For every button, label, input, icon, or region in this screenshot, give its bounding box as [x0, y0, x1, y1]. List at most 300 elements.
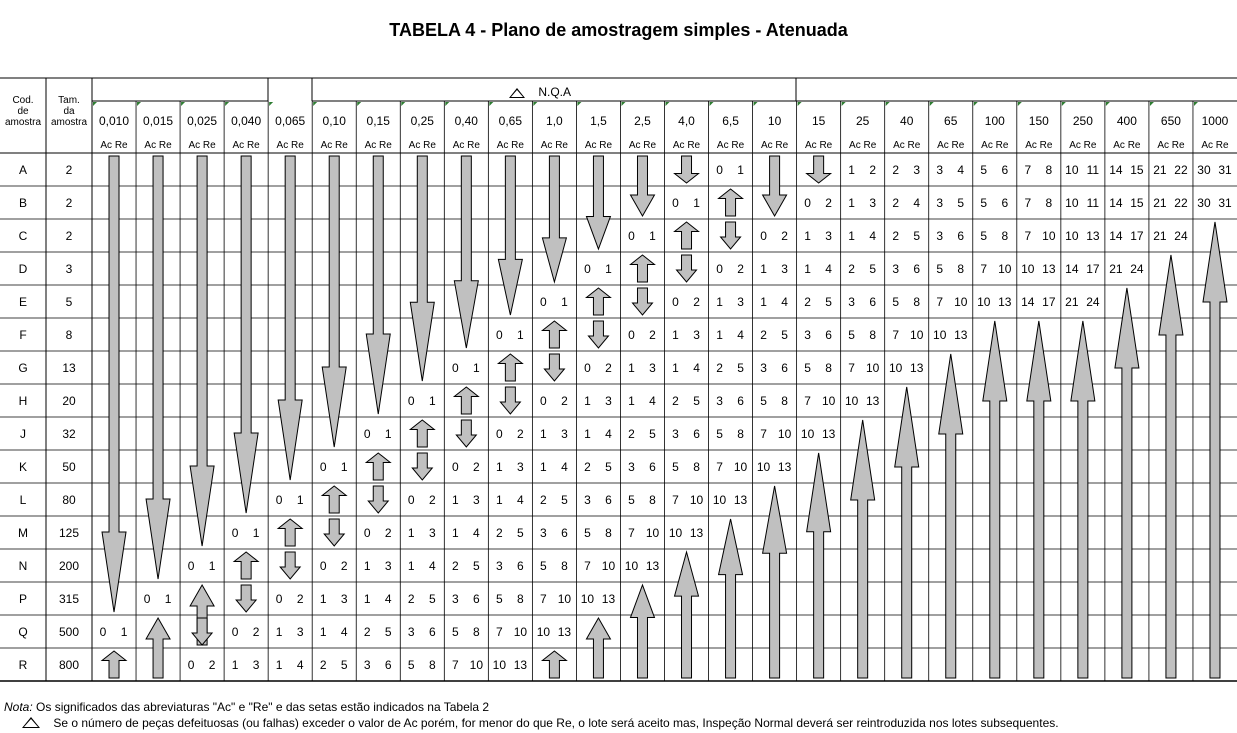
sample-code: D	[18, 262, 28, 276]
re-value: 8	[1045, 196, 1053, 210]
re-value: 4	[825, 262, 832, 276]
ac-value: 7	[1024, 196, 1032, 210]
ac-re-subheader: Ac Re	[805, 140, 833, 151]
nqa-level-label: 0,025	[187, 114, 218, 128]
ac-value: 0	[99, 625, 107, 639]
ac-value: 7	[892, 328, 900, 342]
ac-re-subheader: Ac Re	[981, 140, 1009, 151]
nqa-level-label: 0,010	[99, 114, 130, 128]
sample-size: 50	[62, 460, 76, 474]
ac-value: 10	[492, 658, 507, 672]
sample-code: J	[20, 427, 26, 441]
ac-re-subheader: Ac Re	[1157, 140, 1185, 151]
re-value: 2	[473, 460, 480, 474]
nqa-header: N.Q.A	[480, 85, 600, 99]
nqa-level-label: 1,0	[546, 114, 563, 128]
sample-size: 2	[65, 229, 73, 243]
ac-value: 10	[712, 493, 727, 507]
ac-value: 0	[584, 361, 591, 375]
re-value: 4	[605, 427, 612, 441]
ac-value: 3	[540, 526, 547, 540]
re-value: 1	[208, 559, 216, 573]
ac-value: 0	[187, 559, 195, 573]
re-value: 8	[517, 592, 524, 606]
ac-value: 1	[672, 361, 679, 375]
ac-value: 1	[231, 658, 239, 672]
re-value: 6	[384, 658, 392, 672]
note-label: Nota:	[4, 700, 33, 714]
triangle-icon	[509, 88, 525, 98]
re-value: 8	[825, 361, 832, 375]
re-value: 2	[693, 295, 700, 309]
ac-value: 3	[936, 196, 944, 210]
ac-value: 1	[363, 592, 371, 606]
re-value: 2	[649, 328, 656, 342]
sample-size: 80	[62, 493, 76, 507]
nqa-level-label: 650	[1160, 114, 1181, 128]
sample-code: C	[18, 229, 28, 243]
ac-value: 0	[716, 262, 723, 276]
ac-re-subheader: Ac Re	[540, 140, 568, 151]
ac-value: 5	[451, 625, 459, 639]
re-value: 5	[340, 658, 348, 672]
ac-value: 1	[407, 559, 415, 573]
re-value: 3	[340, 592, 348, 606]
ac-value: 10	[624, 559, 639, 573]
re-value: 13	[1042, 262, 1056, 276]
re-value: 8	[605, 526, 612, 540]
re-value: 3	[913, 163, 921, 177]
re-value: 5	[737, 361, 744, 375]
ac-value: 7	[628, 526, 635, 540]
re-value: 1	[693, 196, 700, 210]
re-value: 13	[821, 427, 836, 441]
code-header: Cod. de amostra	[4, 95, 42, 128]
re-value: 5	[605, 460, 612, 474]
sample-size: 20	[62, 394, 76, 408]
sample-code: F	[19, 328, 27, 342]
sample-size: 125	[58, 526, 80, 540]
re-value: 8	[869, 328, 877, 342]
ac-value: 1	[848, 196, 855, 210]
re-value: 1	[737, 163, 744, 177]
re-value: 24	[1086, 295, 1100, 309]
re-value: 13	[777, 460, 792, 474]
ac-value: 14	[1065, 262, 1079, 276]
nqa-level-label: 1000	[1201, 114, 1229, 128]
ac-value: 2	[319, 658, 327, 672]
re-value: 6	[869, 295, 877, 309]
re-value: 1	[517, 328, 524, 342]
nqa-level-label: 0,25	[410, 114, 434, 128]
re-value: 8	[1045, 163, 1053, 177]
re-value: 2	[428, 493, 436, 507]
re-value: 2	[252, 625, 260, 639]
ac-value: 1	[540, 427, 547, 441]
ac-re-subheader: Ac Re	[760, 140, 789, 151]
ac-value: 2	[804, 295, 811, 309]
ac-value: 5	[936, 262, 944, 276]
ac-value: 1	[628, 361, 635, 375]
ac-value: 2	[760, 328, 767, 342]
ac-value: 7	[451, 658, 459, 672]
ac-value: 1	[451, 526, 459, 540]
ac-value: 5	[716, 427, 723, 441]
note-text-1: Os significados das abreviaturas "Ac" e "Re" e das setas estão indicados na Tabela 2	[36, 700, 490, 714]
re-value: 10	[601, 559, 616, 573]
ac-value: 7	[716, 460, 723, 474]
re-value: 6	[693, 427, 700, 441]
re-value: 6	[913, 262, 921, 276]
ac-value: 5	[496, 592, 503, 606]
re-value: 6	[1001, 196, 1009, 210]
re-value: 13	[689, 526, 704, 540]
ac-value: 3	[451, 592, 459, 606]
nqa-level-label: 100	[984, 114, 1005, 128]
re-value: 2	[208, 658, 216, 672]
ac-value: 1	[804, 229, 811, 243]
sample-size: 2	[65, 163, 73, 177]
re-value: 13	[733, 493, 748, 507]
ac-value: 10	[1065, 229, 1079, 243]
ac-value: 21	[1153, 163, 1167, 177]
ac-value: 1	[584, 394, 591, 408]
re-value: 6	[561, 526, 568, 540]
re-value: 22	[1174, 196, 1188, 210]
sample-code: K	[18, 460, 27, 474]
ac-value: 5	[540, 559, 547, 573]
re-value: 6	[825, 328, 832, 342]
re-value: 15	[1130, 196, 1144, 210]
re-value: 2	[605, 361, 612, 375]
ac-value: 0	[628, 229, 635, 243]
nqa-level-label: 0,40	[454, 114, 478, 128]
ac-value: 0	[319, 460, 327, 474]
re-value: 3	[384, 559, 392, 573]
re-value: 2	[296, 592, 304, 606]
re-value: 8	[561, 559, 568, 573]
ac-value: 10	[580, 592, 595, 606]
re-value: 10	[469, 658, 484, 672]
nqa-level-label: 15	[811, 114, 826, 128]
ac-value: 10	[933, 328, 947, 342]
re-value: 1	[252, 526, 260, 540]
re-value: 8	[913, 295, 921, 309]
ac-re-subheader: Ac Re	[849, 140, 877, 151]
ac-value: 5	[980, 196, 988, 210]
re-value: 5	[473, 559, 480, 573]
re-value: 17	[1042, 295, 1056, 309]
re-value: 8	[1001, 229, 1009, 243]
re-value: 10	[821, 394, 836, 408]
ac-value: 0	[407, 493, 415, 507]
re-value: 10	[557, 592, 572, 606]
ac-value: 10	[1065, 196, 1079, 210]
ac-value: 2	[892, 163, 900, 177]
ac-value: 0	[716, 163, 723, 177]
re-value: 1	[649, 229, 656, 243]
re-value: 8	[957, 262, 965, 276]
ac-value: 21	[1153, 196, 1167, 210]
re-value: 5	[428, 592, 436, 606]
re-value: 6	[1001, 163, 1009, 177]
ac-value: 5	[892, 295, 900, 309]
ac-value: 5	[628, 493, 635, 507]
ac-value: 7	[1024, 163, 1032, 177]
ac-value: 10	[1021, 262, 1035, 276]
re-value: 4	[737, 328, 744, 342]
ac-value: 0	[584, 262, 591, 276]
ac-re-subheader: Ac Re	[452, 140, 480, 151]
ac-value: 1	[716, 328, 723, 342]
nqa-level-label: 0,65	[498, 114, 523, 128]
ac-value: 10	[668, 526, 683, 540]
ac-value: 0	[319, 559, 327, 573]
sample-size: 200	[58, 559, 80, 573]
re-value: 5	[561, 493, 568, 507]
sample-size: 315	[58, 592, 80, 606]
re-value: 24	[1130, 262, 1144, 276]
ac-value: 14	[1109, 196, 1123, 210]
sample-size: 3	[65, 262, 73, 276]
ac-value: 7	[584, 559, 591, 573]
sample-size: 5	[65, 295, 73, 309]
ac-value: 0	[760, 229, 767, 243]
ac-value: 5	[804, 361, 811, 375]
ac-re-subheader: Ac Re	[1025, 140, 1053, 151]
triangle-icon	[22, 717, 40, 728]
re-value: 10	[1042, 229, 1056, 243]
sample-code: A	[18, 163, 27, 177]
re-value: 15	[1130, 163, 1144, 177]
re-value: 3	[605, 394, 612, 408]
ac-re-subheader: Ac Re	[628, 140, 657, 151]
re-value: 4	[781, 295, 788, 309]
re-value: 4	[340, 625, 348, 639]
sample-code: Q	[18, 625, 28, 639]
ac-value: 1	[848, 163, 855, 177]
ac-re-subheader: Ac Re	[276, 140, 304, 151]
ac-value: 7	[540, 592, 547, 606]
ac-value: 1	[451, 493, 459, 507]
re-value: 1	[296, 493, 304, 507]
ac-re-subheader: Ac Re	[937, 140, 965, 151]
re-value: 8	[693, 460, 700, 474]
ac-value: 1	[628, 394, 635, 408]
re-value: 1	[473, 361, 480, 375]
re-value: 11	[1086, 196, 1100, 210]
ac-value: 0	[275, 493, 283, 507]
sample-code: H	[18, 394, 28, 408]
ac-value: 0	[187, 658, 195, 672]
ac-re-subheader: Ac Re	[496, 140, 524, 151]
re-value: 4	[693, 361, 700, 375]
re-value: 4	[913, 196, 921, 210]
ac-value: 10	[756, 460, 771, 474]
ac-value: 5	[407, 658, 415, 672]
ac-value: 0	[496, 328, 503, 342]
re-value: 8	[473, 625, 480, 639]
ac-value: 1	[275, 658, 283, 672]
ac-value: 7	[848, 361, 855, 375]
ac-value: 3	[496, 559, 503, 573]
re-value: 3	[473, 493, 480, 507]
sample-size: 32	[62, 427, 76, 441]
re-value: 4	[561, 460, 568, 474]
ac-re-subheader: Ac Re	[1069, 140, 1097, 151]
re-value: 6	[781, 361, 788, 375]
ac-re-subheader: Ac Re	[100, 140, 128, 151]
re-value: 4	[296, 658, 304, 672]
ac-value: 1	[496, 493, 503, 507]
re-value: 3	[737, 295, 744, 309]
re-value: 13	[645, 559, 660, 573]
re-value: 8	[781, 394, 788, 408]
re-value: 1	[340, 460, 348, 474]
ac-value: 0	[672, 196, 679, 210]
re-value: 4	[517, 493, 524, 507]
ac-value: 1	[496, 460, 503, 474]
re-value: 2	[561, 394, 568, 408]
ac-value: 10	[844, 394, 859, 408]
ac-value: 2	[451, 559, 459, 573]
ac-value: 7	[672, 493, 679, 507]
ac-value: 0	[363, 526, 371, 540]
ac-value: 7	[496, 625, 503, 639]
ac-re-subheader: Ac Re	[1201, 140, 1229, 151]
ac-value: 5	[584, 526, 591, 540]
re-value: 10	[777, 427, 792, 441]
ac-value: 2	[363, 625, 371, 639]
ac-value: 1	[804, 262, 811, 276]
ac-value: 1	[540, 460, 547, 474]
nqa-level-label: 0,040	[231, 114, 262, 128]
ac-re-subheader: Ac Re	[408, 140, 436, 151]
size-header: Tam. da amostra	[50, 95, 88, 128]
re-value: 5	[517, 526, 524, 540]
ac-re-subheader: Ac Re	[716, 140, 745, 151]
re-value: 6	[957, 229, 965, 243]
re-value: 13	[601, 592, 616, 606]
nqa-level-label: 25	[855, 114, 870, 128]
re-value: 10	[645, 526, 660, 540]
ac-value: 5	[848, 328, 855, 342]
re-value: 3	[517, 460, 524, 474]
ac-re-subheader: Ac Re	[232, 140, 260, 151]
re-value: 10	[954, 295, 968, 309]
ac-value: 21	[1109, 262, 1123, 276]
nqa-level-label: 0,15	[366, 114, 390, 128]
re-value: 1	[428, 394, 436, 408]
ac-re-subheader: Ac Re	[893, 140, 921, 151]
ac-value: 21	[1065, 295, 1079, 309]
re-value: 3	[649, 361, 656, 375]
ac-value: 1	[848, 229, 855, 243]
re-value: 4	[869, 229, 877, 243]
re-value: 3	[869, 196, 877, 210]
ac-value: 3	[760, 361, 767, 375]
ac-value: 2	[496, 526, 503, 540]
re-value: 2	[825, 196, 832, 210]
ac-value: 1	[716, 295, 723, 309]
nqa-level-label: 250	[1072, 114, 1093, 128]
ac-value: 1	[319, 625, 327, 639]
ac-value: 0	[275, 592, 283, 606]
ac-value: 30	[1197, 196, 1211, 210]
re-value: 8	[737, 427, 744, 441]
ac-re-subheader: Ac Re	[188, 140, 216, 151]
ac-re-subheader: Ac Re	[144, 140, 172, 151]
sample-size: 2	[65, 196, 73, 210]
ac-value: 5	[760, 394, 767, 408]
ac-value: 5	[980, 229, 988, 243]
ac-value: 0	[540, 394, 547, 408]
nqa-level-label: 400	[1116, 114, 1137, 128]
ac-re-subheader: Ac Re	[672, 140, 701, 151]
sample-code: E	[18, 295, 27, 309]
re-value: 2	[340, 559, 348, 573]
re-value: 13	[998, 295, 1012, 309]
re-value: 5	[913, 229, 921, 243]
ac-value: 3	[584, 493, 591, 507]
ac-value: 3	[407, 625, 415, 639]
re-value: 10	[513, 625, 528, 639]
ac-value: 7	[760, 427, 767, 441]
re-value: 2	[869, 163, 877, 177]
nqa-level-label: 150	[1028, 114, 1049, 128]
re-value: 3	[296, 625, 304, 639]
ac-value: 14	[1109, 229, 1123, 243]
ac-value: 2	[892, 196, 900, 210]
ac-value: 2	[892, 229, 900, 243]
re-value: 13	[557, 625, 572, 639]
re-value: 4	[649, 394, 656, 408]
re-value: 6	[473, 592, 480, 606]
re-value: 4	[957, 163, 965, 177]
re-value: 6	[605, 493, 612, 507]
re-value: 8	[428, 658, 436, 672]
ac-value: 0	[407, 394, 415, 408]
re-value: 3	[693, 328, 700, 342]
ac-value: 10	[889, 361, 903, 375]
nqa-level-label: 40	[900, 114, 914, 128]
ac-value: 0	[804, 196, 811, 210]
ac-value: 2	[584, 460, 591, 474]
ac-value: 0	[231, 625, 239, 639]
re-value: 6	[649, 460, 656, 474]
re-value: 5	[693, 394, 700, 408]
ac-value: 14	[1021, 295, 1035, 309]
re-value: 10	[689, 493, 704, 507]
nqa-level-label: 6,5	[722, 114, 739, 128]
re-value: 5	[869, 262, 877, 276]
ac-value: 2	[540, 493, 547, 507]
re-value: 1	[120, 625, 128, 639]
ac-value: 2	[672, 394, 679, 408]
ac-value: 0	[143, 592, 151, 606]
ac-value: 2	[628, 427, 635, 441]
re-value: 10	[998, 262, 1012, 276]
ac-value: 1	[672, 328, 679, 342]
ac-value: 2	[716, 361, 723, 375]
ac-value: 3	[848, 295, 855, 309]
nqa-level-label: 0,10	[322, 114, 346, 128]
ac-value: 0	[672, 295, 679, 309]
nqa-level-label: 2,5	[634, 114, 651, 128]
nqa-level-label: 0,065	[275, 114, 306, 128]
ac-value: 1	[407, 526, 415, 540]
re-value: 5	[649, 427, 656, 441]
